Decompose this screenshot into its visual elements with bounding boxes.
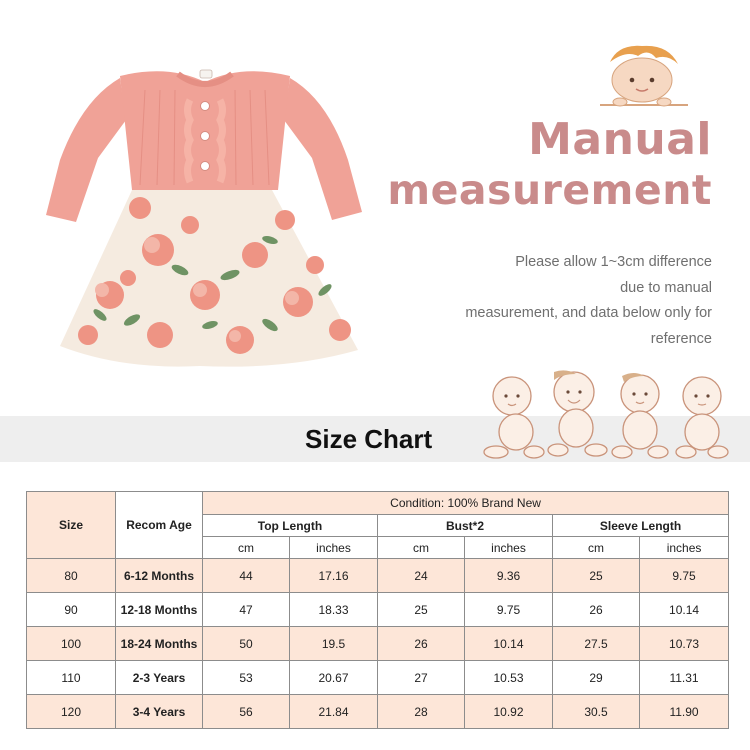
manual-measurement-title [387,114,712,214]
unit-header: inches [640,537,729,559]
value-cell: 44 [203,559,290,593]
value-cell: 24 [378,559,465,593]
value-cell: 11.90 [640,695,729,729]
value-cell: 25 [378,593,465,627]
unit-header: cm [553,537,640,559]
unit-header: inches [465,537,553,559]
size-cell: 120 [27,695,116,729]
age-cell: 12-18 Months [116,593,203,627]
note-line: Please allow 1~3cm difference [515,254,712,270]
table-row [27,593,729,627]
value-cell: 20.67 [290,661,378,695]
size-cell: 110 [27,661,116,695]
table-row [27,661,729,695]
unit-header: cm [203,537,290,559]
dress-photo [40,40,380,370]
age-cell: 3-4 Years [116,695,203,729]
value-cell: 10.14 [465,627,553,661]
baby-group-illustration [482,366,730,462]
size-cell: 90 [27,593,116,627]
value-cell: 21.84 [290,695,378,729]
age-cell: 18-24 Months [116,627,203,661]
note-line: reference [650,330,712,347]
value-cell: 50 [203,627,290,661]
condition-header: Condition: 100% Brand New [203,492,729,515]
size-chart-table [26,491,728,729]
unit-header: cm [378,537,465,559]
value-cell: 30.5 [553,695,640,729]
value-cell: 17.16 [290,559,378,593]
bust-header: Bust*2 [378,515,553,537]
value-cell: 9.75 [465,593,553,627]
table-row [27,627,729,661]
value-cell: 10.14 [640,593,729,627]
note-line: due to manual [620,279,712,296]
top-length-header: Top Length [203,515,378,537]
value-cell: 27.5 [553,627,640,661]
value-cell: 53 [203,661,290,695]
size-header: Size [27,492,116,559]
size-cell: 100 [27,627,116,661]
value-cell: 56 [203,695,290,729]
title-line-2: measurement [387,166,712,214]
value-cell: 10.73 [640,627,729,661]
sleeve-length-header: Sleeve Length [553,515,729,537]
size-cell: 80 [27,559,116,593]
value-cell: 26 [553,593,640,627]
recom-age-header: Recom Age [116,492,203,559]
value-cell: 29 [553,661,640,695]
value-cell: 47 [203,593,290,627]
value-cell: 9.75 [640,559,729,593]
table-row [27,559,729,593]
value-cell: 9.36 [465,559,553,593]
value-cell: 18.33 [290,593,378,627]
value-cell: 25 [553,559,640,593]
value-cell: 10.92 [465,695,553,729]
measurement-note [412,250,712,352]
value-cell: 10.53 [465,661,553,695]
value-cell: 26 [378,627,465,661]
note-line: measurement, and data below only for [465,305,712,321]
title-line-1: Manual [528,114,712,165]
unit-header: inches [290,537,378,559]
peeking-baby-illustration [598,42,690,108]
value-cell: 11.31 [640,661,729,695]
table-row [27,695,729,729]
value-cell: 28 [378,695,465,729]
value-cell: 19.5 [290,627,378,661]
age-cell: 2-3 Years [116,661,203,695]
size-chart-title: Size Chart [305,424,433,454]
value-cell: 27 [378,661,465,695]
age-cell: 6-12 Months [116,559,203,593]
